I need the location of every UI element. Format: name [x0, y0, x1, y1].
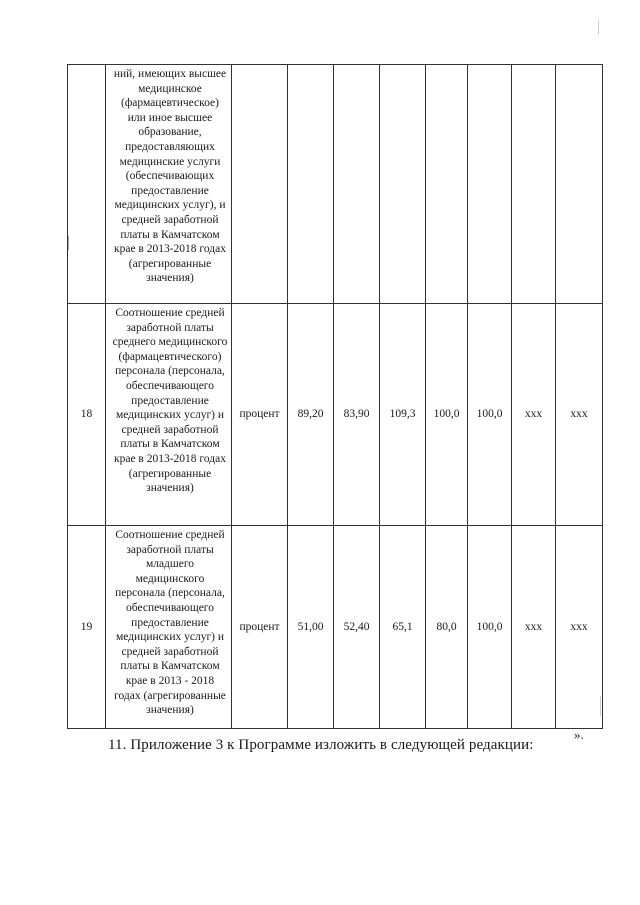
value-cell: ххх: [512, 526, 556, 729]
value-cell: 80,0: [426, 526, 468, 729]
value-cell: [512, 65, 556, 304]
value-cell: [288, 65, 334, 304]
indicator-description: Соотношение средней заработной платы среднего медицинского (фармацевтического) персонала (персонала, обеспечивающего предоставление медицинских услуг) и средней заработной платы в Камчатском крае в 2013-2018 годах (агрегированные значения): [106, 304, 232, 526]
row-number: 18: [68, 304, 106, 526]
table-row: [68, 304, 603, 526]
scan-mark: [598, 20, 599, 34]
row-number: 19: [68, 526, 106, 729]
value-cell: 109,3: [380, 304, 426, 526]
value-cell: [556, 65, 603, 304]
amendment-paragraph: 11. Приложение 3 к Программе изложить в следующей редакции:: [108, 737, 534, 753]
value-cell: 51,00: [288, 526, 334, 729]
value-cell: ххх: [512, 304, 556, 526]
value-cell: ххх: [556, 526, 603, 729]
indicator-description: Соотношение средней заработной платы младшего медицинского персонала (персонала, обеспечивающего предоставление медицинских услуг) и средней заработной платы в Камчатском крае в 2013 - 2018 годах (агрегированные значения): [106, 526, 232, 729]
unit-cell: процент: [232, 304, 288, 526]
value-cell: [380, 65, 426, 304]
row-number: [68, 65, 106, 304]
indicator-table: [67, 64, 603, 729]
value-cell: 65,1: [380, 526, 426, 729]
table-row: [68, 526, 603, 729]
value-cell: 52,40: [334, 526, 380, 729]
unit-cell: процент: [232, 526, 288, 729]
unit-cell: [232, 65, 288, 304]
value-cell: 100,0: [468, 304, 512, 526]
value-cell: 83,90: [334, 304, 380, 526]
table-row: [68, 65, 603, 304]
value-cell: 100,0: [426, 304, 468, 526]
value-cell: 89,20: [288, 304, 334, 526]
value-cell: [468, 65, 512, 304]
value-cell: 100,0: [468, 526, 512, 729]
value-cell: ххх: [556, 304, 603, 526]
value-cell: [334, 65, 380, 304]
closing-quote: ».: [574, 727, 584, 742]
value-cell: [426, 65, 468, 304]
indicator-description: ний, имеющих высшее медицинское (фармацевтическое) или иное высшее образование, предоставляющих медицинские услуги (обеспечивающих предоставление медицинских услуг), и средней заработной платы в Камчатском крае в 2013-2018 годах (агрегированные значения): [106, 65, 232, 304]
